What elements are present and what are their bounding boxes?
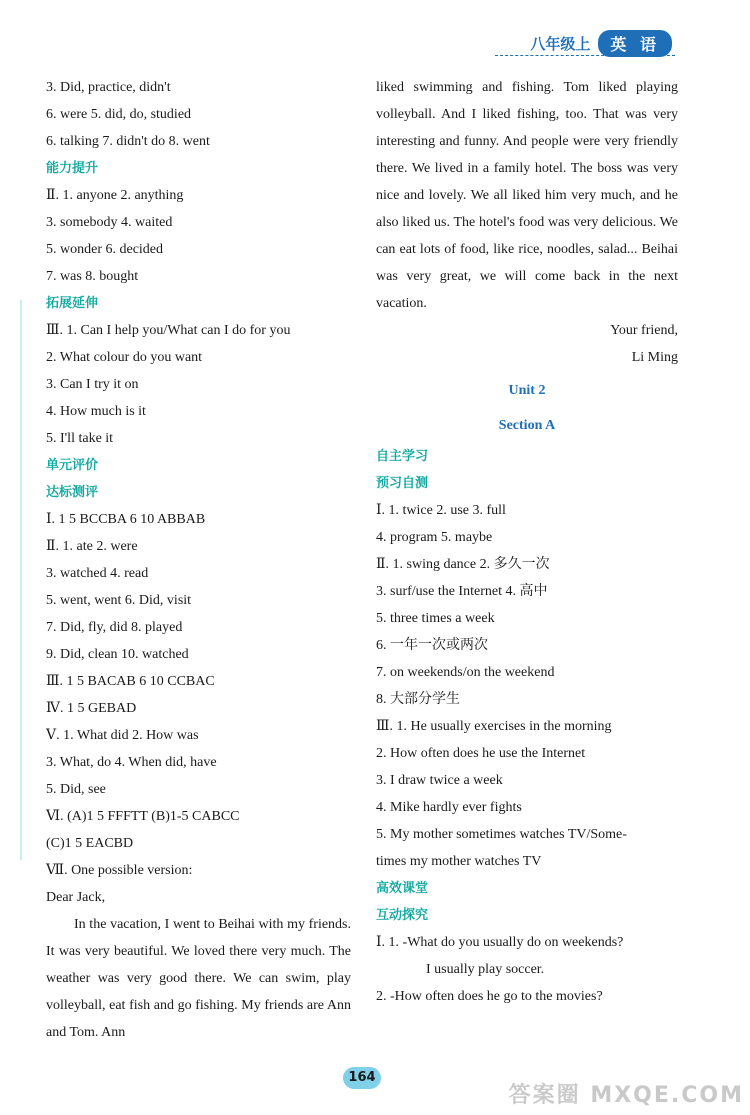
answer-line: 5. Did, see bbox=[46, 782, 106, 797]
letter-signature: Li Ming bbox=[631, 350, 678, 365]
answer-line: 7. on weekends/on the weekend bbox=[376, 665, 555, 680]
answer-line: Ⅵ. (A)1 5 FFFTT (B)1-5 CABCC bbox=[46, 809, 240, 824]
answer-line: (C)1 5 EACBD bbox=[46, 836, 134, 851]
left-column bbox=[46, 74, 351, 1046]
section-label: 预习自测 bbox=[376, 476, 429, 491]
answer-line: 9. Did, clean 10. watched bbox=[46, 647, 189, 662]
section-label: 高效课堂 bbox=[376, 881, 429, 896]
right-column bbox=[376, 74, 678, 1010]
letter-body-part1: In the vacation, I went to Beihai with my friends. It was very beautiful. We loved there very much. The weather was very good there. We can swim, play volleyball, eat fish and go fishing. My friends are Ann and Tom. Ann bbox=[46, 917, 351, 1040]
answer-line: 3. watched 4. read bbox=[46, 566, 149, 581]
answer-line: 3. What, do 4. When did, have bbox=[46, 755, 217, 770]
subject-badge: 英 语 bbox=[598, 30, 672, 57]
answer-line: Ⅱ. 1. swing dance 2. 多久一次 bbox=[376, 557, 550, 572]
section-label: 单元评价 bbox=[46, 458, 99, 473]
answer-line: 5. wonder 6. decided bbox=[46, 242, 164, 257]
answer-line: 6. 一年一次或两次 bbox=[376, 638, 488, 653]
answer-line: times my mother watches TV bbox=[376, 854, 542, 869]
answer-line: 3. surf/use the Internet 4. 高中 bbox=[376, 584, 548, 599]
answer-line: 4. program 5. maybe bbox=[376, 530, 493, 545]
answer-line: 3. Can I try it on bbox=[46, 377, 139, 392]
answer-line: Ⅱ. 1. ate 2. were bbox=[46, 539, 138, 554]
answer-line: 3. I draw twice a week bbox=[376, 773, 503, 788]
letter-closing: Your friend, bbox=[610, 323, 678, 338]
answer-line: 5. I'll take it bbox=[46, 431, 114, 446]
answer-line: Ⅰ. 1. -What do you usually do on weekends? bbox=[376, 935, 624, 950]
answer-line: 3. Did, practice, didn't bbox=[46, 80, 171, 95]
answer-line: 5. My mother sometimes watches TV/Some- bbox=[376, 827, 627, 842]
answer-line: 3. somebody 4. waited bbox=[46, 215, 173, 230]
answer-line: 2. -How often does he go to the movies? bbox=[376, 989, 603, 1004]
answer-line: 4. Mike hardly ever fights bbox=[376, 800, 522, 815]
answer-line: Ⅲ. 1 5 BACAB 6 10 CCBAC bbox=[46, 674, 215, 689]
watermark-logo: 答案圈 MXQE.COM bbox=[508, 1083, 744, 1108]
grade-label: 八年级上 bbox=[530, 35, 591, 53]
answer-line: Dear Jack, bbox=[46, 890, 106, 905]
answer-line: Ⅲ. 1. He usually exercises in the morning bbox=[376, 719, 612, 734]
header bbox=[530, 30, 672, 57]
answer-line: 6. were 5. did, do, studied bbox=[46, 107, 192, 122]
section-label: 拓展延伸 bbox=[46, 296, 99, 311]
answer-line: 8. 大部分学生 bbox=[376, 692, 460, 707]
answer-line: Ⅰ. 1 5 BCCBA 6 10 ABBAB bbox=[46, 512, 206, 527]
answer-line: 7. Did, fly, did 8. played bbox=[46, 620, 183, 635]
answer-line: Ⅱ. 1. anyone 2. anything bbox=[46, 188, 184, 203]
answer-line: 2. How often does he use the Internet bbox=[376, 746, 586, 761]
answer-line: 6. talking 7. didn't do 8. went bbox=[46, 134, 210, 149]
header-divider bbox=[495, 55, 675, 56]
answer-list-right bbox=[376, 443, 678, 1010]
answer-line: Ⅳ. 1 5 GEBAD bbox=[46, 701, 137, 716]
answer-line: Ⅶ. One possible version: bbox=[46, 863, 193, 878]
page-number: 164 bbox=[343, 1067, 381, 1089]
section-label: 能力提升 bbox=[46, 161, 99, 176]
answer-list-left bbox=[46, 74, 351, 911]
section-label: 达标测评 bbox=[46, 485, 99, 500]
answer-line: 5. went, went 6. Did, visit bbox=[46, 593, 192, 608]
margin-decoration bbox=[20, 300, 22, 860]
unit-heading: Unit 2 bbox=[508, 383, 546, 398]
answer-line: 4. How much is it bbox=[46, 404, 146, 419]
answer-line: 2. What colour do you want bbox=[46, 350, 203, 365]
section-label: 自主学习 bbox=[376, 449, 429, 464]
letter-body-part2: liked swimming and fishing. Tom liked playing volleyball. And I liked fishing, too. That was very interesting and funny. And people were very friendly there. We lived in a family hotel. The boss was very nice and lovely. We all liked him very much, and he also liked us. The hotel's food was very delicious. We can eat lots of food, like rice, noodles, salad... Beihai was very great, we will come back in the next vacation. bbox=[376, 80, 678, 311]
section-label: 互动探究 bbox=[376, 908, 429, 923]
answer-line: 7. was 8. bought bbox=[46, 269, 139, 284]
answer-line: Ⅲ. 1. Can I help you/What can I do for you bbox=[46, 323, 291, 338]
answer-line: I usually play soccer. bbox=[426, 962, 545, 977]
answer-line: Ⅴ. 1. What did 2. How was bbox=[46, 728, 199, 743]
section-heading: Section A bbox=[498, 418, 556, 433]
answer-line: Ⅰ. 1. twice 2. use 3. full bbox=[376, 503, 506, 518]
answer-line: 5. three times a week bbox=[376, 611, 495, 626]
